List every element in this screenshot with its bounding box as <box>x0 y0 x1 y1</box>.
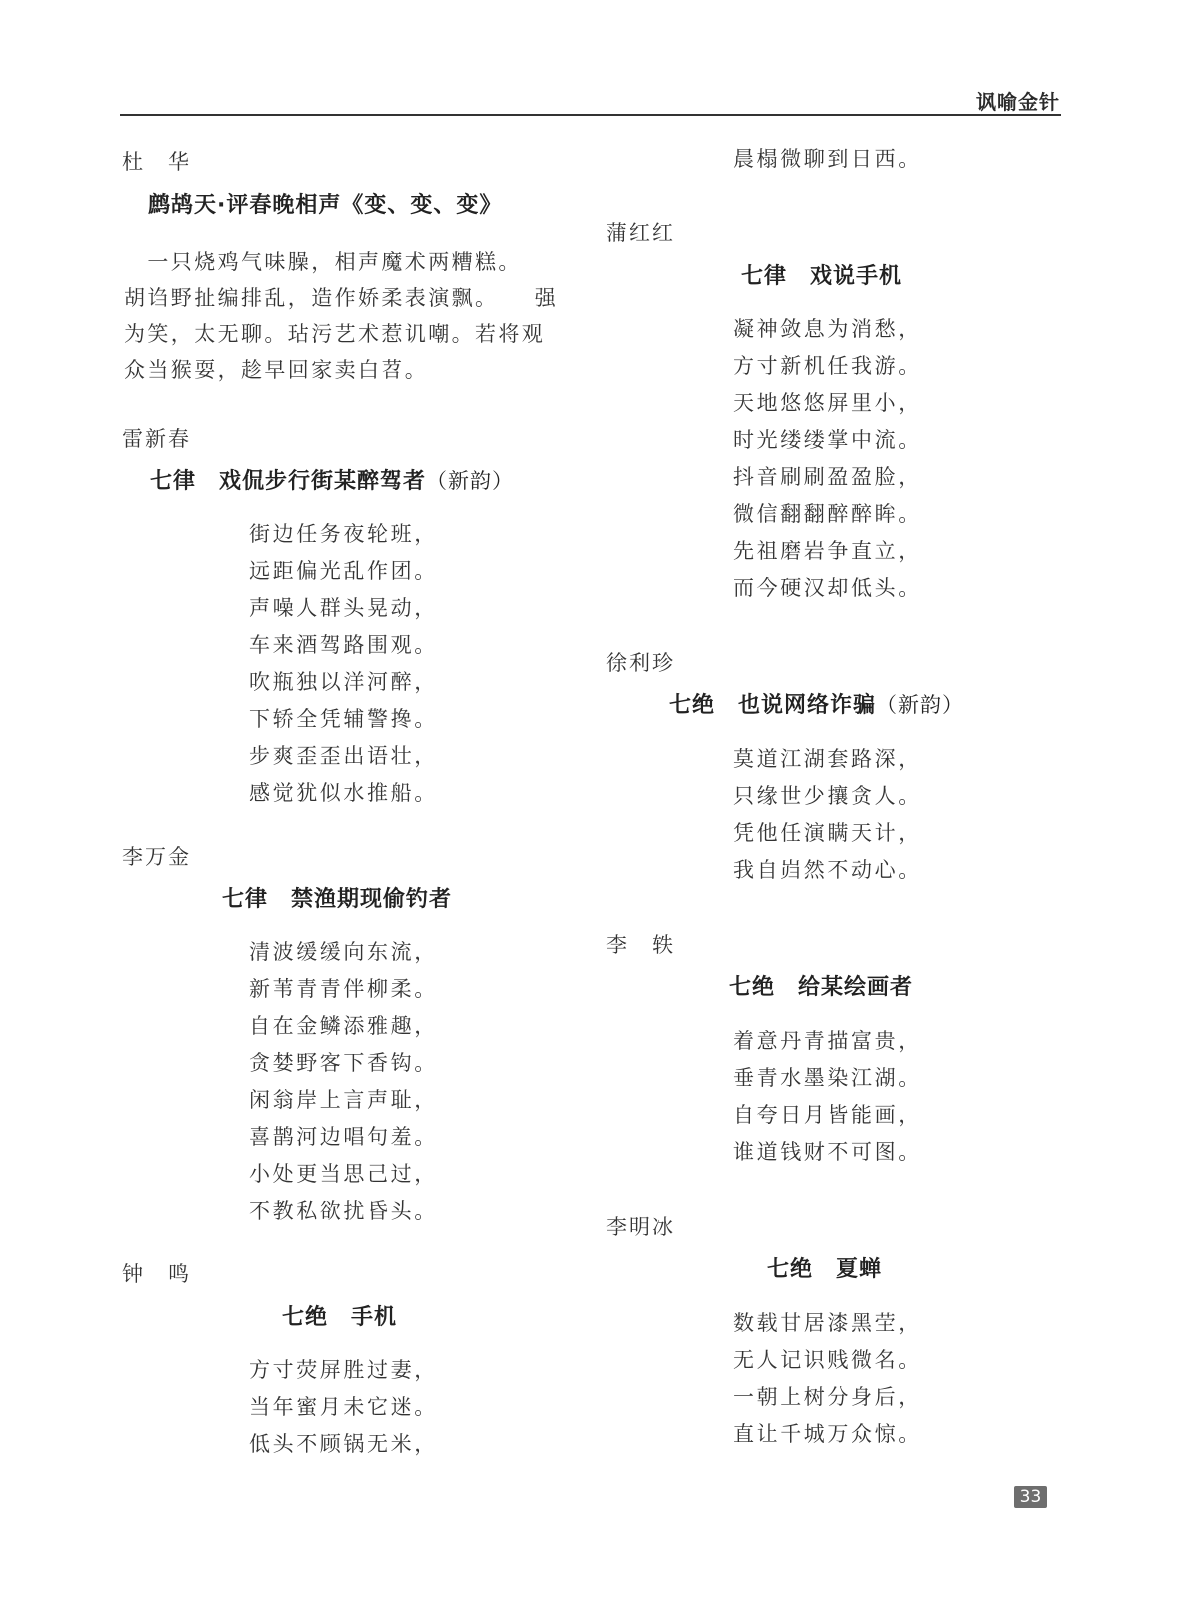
poem-line: 着意丹青描富贵， <box>733 1029 922 1053</box>
poem-line: 当年蜜月未它迷。 <box>249 1395 438 1419</box>
poem-title: 七绝 夏蝉 <box>767 1257 883 1282</box>
poem-author: 雷新春 <box>122 427 191 451</box>
poem-body <box>733 1305 922 1453</box>
poem-line: 声噪人群头晃动， <box>249 596 438 620</box>
poem-line: 低头不顾锅无米， <box>249 1432 438 1456</box>
poem-line: 不教私欲扰昏头。 <box>249 1199 438 1223</box>
poem-line: 微信翻翻醉醉眸。 <box>733 502 922 526</box>
header-title: 讽喻金针 <box>976 90 1060 114</box>
poem-line: 闲翁岸上言声耻， <box>249 1088 438 1112</box>
poem-body <box>733 141 922 178</box>
poem-title: 七律 禁渔期现偷钓者 <box>222 887 453 912</box>
poem-line: 街边任务夜轮班， <box>249 522 438 546</box>
poem-line: 下轿全凭辅警搀。 <box>249 707 438 731</box>
poem-title-note: （新韵） <box>426 469 515 493</box>
poem-title <box>669 688 964 719</box>
poem-author: 蒲红红 <box>606 221 675 245</box>
poem-line: 自在金鳞添雅趣， <box>249 1014 438 1038</box>
poem-title-text: 七律 戏侃步行街某醉驾者 <box>150 469 427 494</box>
poem-line: 为笑，太无聊。玷污艺术惹讥嘲。若将观 <box>124 322 546 346</box>
poem-line: 小处更当思己过， <box>249 1162 438 1186</box>
poem-author: 李万金 <box>122 845 191 869</box>
poem-author: 杜 华 <box>122 150 191 174</box>
poem-body <box>733 311 922 607</box>
poem-title: 七绝 给某绘画者 <box>729 975 914 1000</box>
poem-body <box>124 244 574 388</box>
poem-line: 只缘世少攘贪人。 <box>733 784 922 808</box>
poem-line: 凝神敛息为消愁， <box>733 317 922 341</box>
poem-author: 李明冰 <box>606 1215 675 1239</box>
poem-line: 晨榻微聊到日西。 <box>733 147 922 171</box>
poem-line: 天地悠悠屏里小， <box>733 391 922 415</box>
poem-author: 钟 鸣 <box>122 1262 191 1286</box>
poem-line: 直让千城万众惊。 <box>733 1422 922 1446</box>
poem-line: 方寸荧屏胜过妻， <box>249 1358 438 1382</box>
poem-line: 远距偏光乱作团。 <box>249 559 438 583</box>
poem-line: 方寸新机任我游。 <box>733 354 922 378</box>
poem-line: 谁道钱财不可图。 <box>733 1140 922 1164</box>
poem-line: 时光缕缕掌中流。 <box>733 428 922 452</box>
poem-line: 莫道江湖套路深， <box>733 747 922 771</box>
poem-line: 垂青水墨染江湖。 <box>733 1066 922 1090</box>
poem-line: 新苇青青伴柳柔。 <box>249 977 438 1001</box>
poem-title: 七绝 手机 <box>282 1305 398 1330</box>
poem-line: 一朝上树分身后， <box>733 1385 922 1409</box>
poem-body <box>249 934 438 1230</box>
poem-line: 步爽歪歪出语壮， <box>249 744 438 768</box>
poem-line: 喜鹊河边唱句羞。 <box>249 1125 438 1149</box>
poem-body <box>733 741 922 889</box>
poem-author: 李 轶 <box>606 933 675 957</box>
poem-title: 鹧鸪天·评春晚相声《变、变、变》 <box>148 193 503 218</box>
poem-line: 众当猴耍，趁早回家卖白苕。 <box>124 358 429 382</box>
poem-title <box>150 464 514 495</box>
poem-line: 抖音刷刷盈盈脸， <box>733 465 922 489</box>
poem-title-note: （新韵） <box>876 693 965 717</box>
poem-line: 我自岿然不动心。 <box>733 858 922 882</box>
poem-line: 而今硬汉却低头。 <box>733 576 922 600</box>
poem-line: 自夸日月皆能画， <box>733 1103 922 1127</box>
poem-line: 车来酒驾路围观。 <box>249 633 438 657</box>
poem-body <box>249 516 438 812</box>
poem-title-text: 七绝 也说网络诈骗 <box>669 693 877 718</box>
poem-line: 感觉犹似水推船。 <box>249 781 438 805</box>
poem-line: 数载甘居漆黑茔， <box>733 1311 922 1335</box>
poem-line: 无人记识贱微名。 <box>733 1348 922 1372</box>
page-number: 33 <box>1014 1486 1047 1508</box>
poem-line: 吹瓶独以洋河醉， <box>249 670 438 694</box>
poem-line: 一只烧鸡气味臊，相声魔术两糟糕。 <box>124 250 522 274</box>
poem-body <box>249 1352 438 1463</box>
poem-author: 徐利珍 <box>606 651 675 675</box>
poem-title: 七律 戏说手机 <box>741 264 903 289</box>
header-rule <box>120 114 1061 116</box>
poem-line: 贪婪野客下香钩。 <box>249 1051 438 1075</box>
poem-line: 先祖磨岩争直立， <box>733 539 922 563</box>
poem-line: 清波缓缓向东流， <box>249 940 438 964</box>
poem-line: 凭他任演瞒天计， <box>733 821 922 845</box>
poem-body <box>733 1023 922 1171</box>
poem-line: 胡诌野扯编排乱，造作娇柔表演飘。 强 <box>124 286 559 310</box>
